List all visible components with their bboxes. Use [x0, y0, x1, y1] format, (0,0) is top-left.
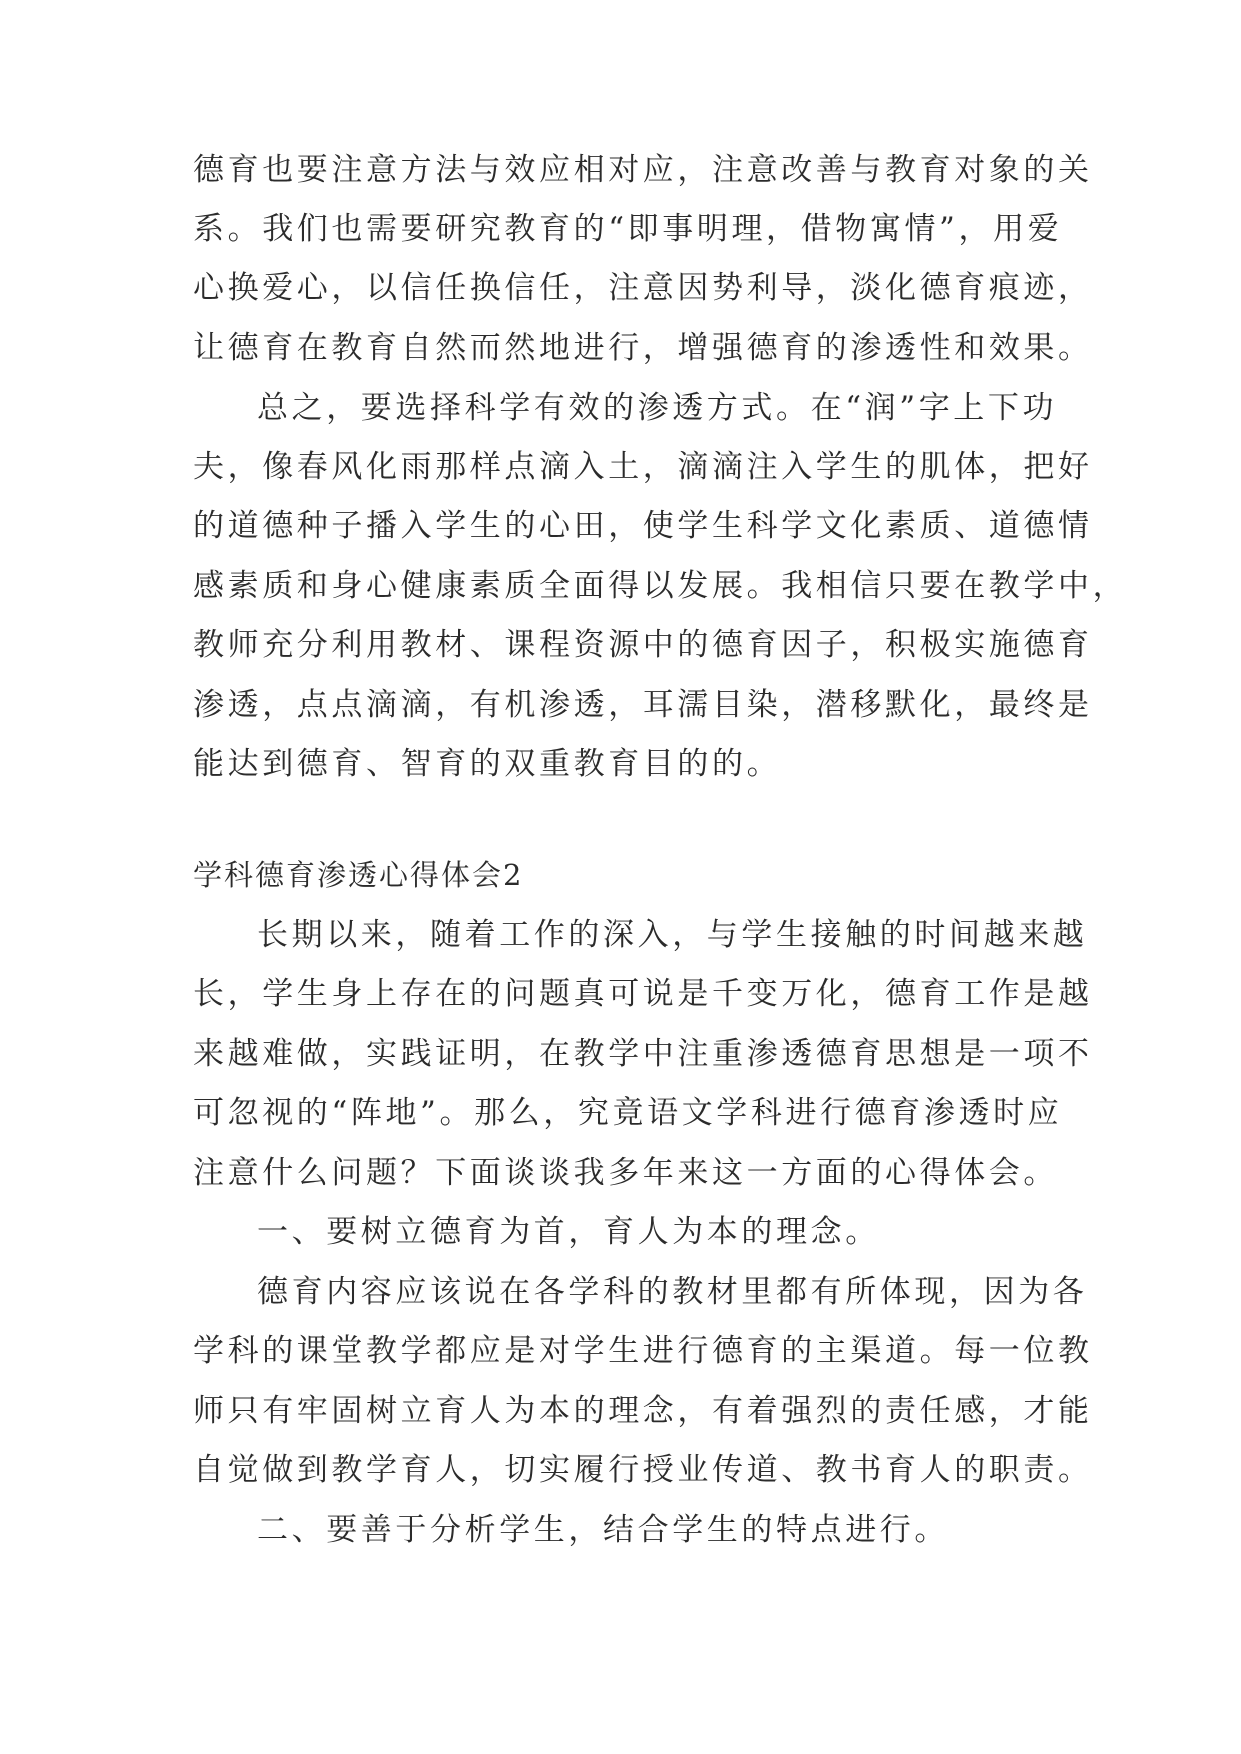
text-line: 能达到德育、智育的双重教育目的的。 [193, 746, 782, 782]
section-heading: 学科德育渗透心得体会2 [193, 858, 524, 892]
text-line: 师只有牢固树立育人为本的理念，有着强烈的责任感，才能 [193, 1393, 1093, 1429]
text-line: 可忽视的“阵地”。那么，究竟语文学科进行德育渗透时应 [193, 1095, 1063, 1131]
text-line: 来越难做，实践证明，在教学中注重渗透德育思想是一项不 [193, 1036, 1093, 1072]
paragraph-first-line: 德育内容应该说在各学科的教材里都有所体现，因为各 [257, 1274, 1088, 1310]
text-line: 渗透，点点滴滴，有机渗透，耳濡目染，潜移默化，最终是 [193, 687, 1093, 723]
subheading-line: 二、要善于分析学生，结合学生的特点进行。 [257, 1512, 949, 1548]
text-line: 注意什么问题？下面谈谈我多年来这一方面的心得体会。 [193, 1155, 1058, 1191]
text-line: 系。我们也需要研究教育的“即事明理，借物寓情”，用爱 [193, 211, 1063, 247]
text-line: 心换爱心，以信任换信任，注意因势利导，淡化德育痕迹， [193, 270, 1093, 306]
paragraph-first-line: 长期以来，随着工作的深入，与学生接触的时间越来越 [257, 917, 1088, 953]
text-line: 让德育在教育自然而然地进行，增强德育的渗透性和效果。 [193, 330, 1093, 366]
text-line: 长，学生身上存在的问题真可说是千变万化，德育工作是越 [193, 976, 1093, 1012]
text-line: 学科的课堂教学都应是对学生进行德育的主渠道。每一位教 [193, 1333, 1093, 1369]
text-line: 教师充分利用教材、课程资源中的德育因子，积极实施德育 [193, 627, 1093, 663]
text-line: 感素质和身心健康素质全面得以发展。我相信只要在教学中， [193, 568, 1128, 604]
subheading-line: 一、要树立德育为首，育人为本的理念。 [257, 1214, 880, 1250]
text-line: 自觉做到教学育人，切实履行授业传道、教书育人的职责。 [193, 1452, 1093, 1488]
text-line: 夫，像春风化雨那样点滴入土，滴滴注入学生的肌体，把好 [193, 449, 1093, 485]
paragraph-first-line: 总之，要选择科学有效的渗透方式。在“润”字上下功 [257, 390, 1058, 426]
text-line: 的道德种子播入学生的心田，使学生科学文化素质、道德情 [193, 508, 1093, 544]
text-line: 德育也要注意方法与效应相对应，注意改善与教育对象的关 [193, 152, 1093, 188]
